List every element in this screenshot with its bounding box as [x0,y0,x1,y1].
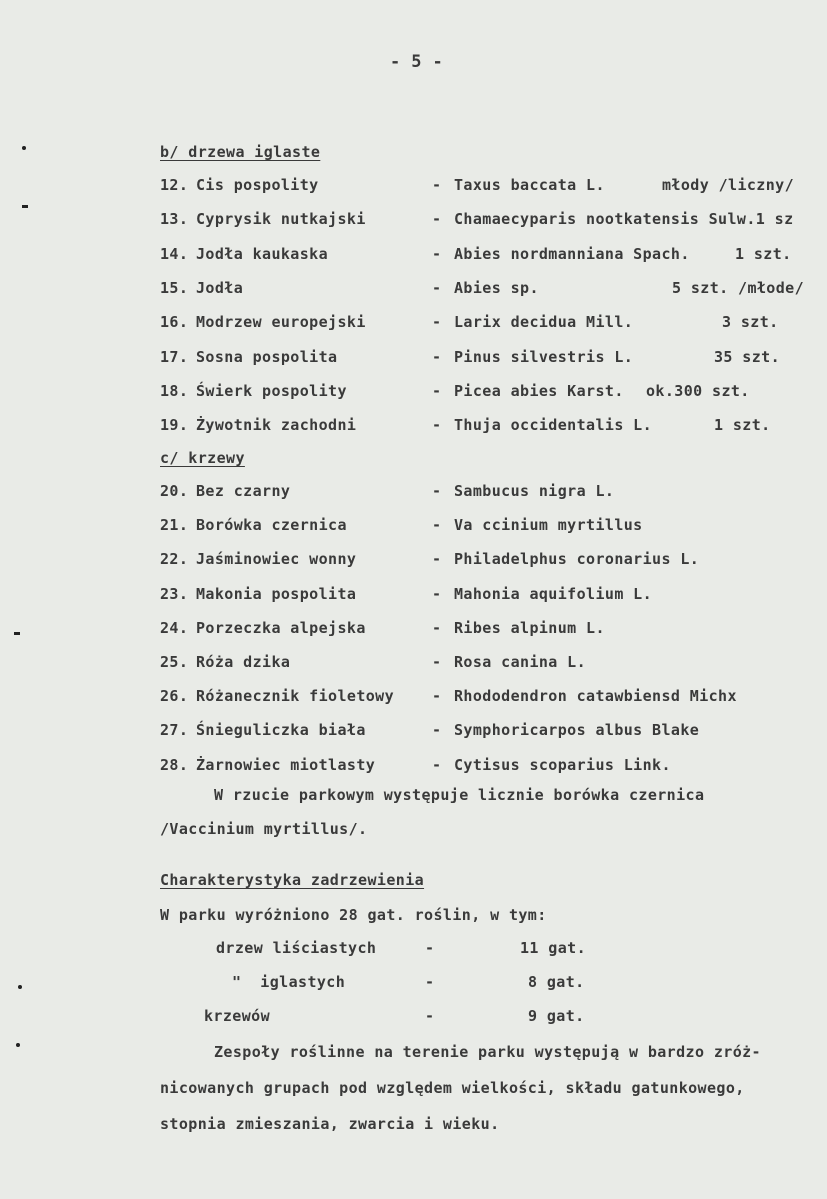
species-latin-name: Abies nordmanniana Spach. [454,244,690,263]
species-note: 35 szt. [714,347,781,366]
species-number: 28. [160,755,189,774]
species-polish-name: Róża dzika [196,653,291,671]
paragraph-1-line-1: W rzucie parkowym występuje licznie borówka czernica [214,786,705,804]
species-dash: - [432,210,442,229]
species-dash: - [432,176,442,194]
species-polish-name: Cyprysik nutkajski [196,210,366,229]
summary-row-dash: - [425,939,435,957]
summary-row-dash: - [425,1007,435,1025]
species-number: 24. [160,618,189,637]
summary-row-label: " iglastych [232,973,346,991]
species-note: 1 szt. [714,416,771,435]
species-dash: - [432,381,442,400]
species-dash: - [432,416,442,435]
species-polish-name: Jodła [196,278,244,297]
species-polish-name: Świerk pospolity [196,381,347,400]
species-dash: - [432,482,442,500]
species-polish-name: Jodła kaukaska [196,244,329,263]
species-note: 1 szt. [735,244,792,263]
paragraph-2-line-1: Zespoły roślinne na terenie parku występują w bardzo zróż- [214,1043,761,1061]
characteristics-intro: W parku wyróżniono 28 gat. roślin, w tym: [160,906,547,924]
species-number: 15. [160,278,189,297]
section-c-title: c/ krzewy [160,449,245,467]
species-number: 16. [160,313,189,332]
species-number: 23. [160,584,189,603]
section-b-title: b/ drzewa iglaste [160,143,321,161]
species-latin-name: Chamaecyparis nootkatensis Sulw.1 sz [454,210,794,229]
margin-mark [14,632,20,635]
summary-row-dash: - [425,973,435,991]
species-latin-name: Pinus silvestris L. [454,347,634,366]
species-number: 26. [160,687,189,706]
species-polish-name: Porzeczka alpejska [196,618,366,637]
species-number: 21. [160,516,189,535]
species-latin-name: Va ccinium myrtillus [454,516,643,535]
species-note: ok.300 szt. [646,381,750,400]
species-dash: - [432,687,442,706]
species-number: 19. [160,416,189,435]
species-polish-name: Śnieguliczka biała [196,721,366,740]
species-number: 25. [160,653,189,671]
species-latin-name: Symphoricarpos albus Blake [454,721,700,740]
summary-row-value: 11 gat. [520,939,587,957]
page-number: - 5 - [390,52,444,72]
species-latin-name: Picea abies Karst. [454,381,624,400]
species-number: 17. [160,347,189,366]
margin-mark [22,205,28,208]
species-dash: - [432,721,442,740]
species-polish-name: Modrzew europejski [196,313,366,332]
species-polish-name: Różanecznik fioletowy [196,687,395,706]
species-dash: - [432,244,442,263]
species-polish-name: Makonia pospolita [196,584,357,603]
species-polish-name: Bez czarny [196,482,291,500]
paragraph-2-line-2: nicowanych grupach pod względem wielkości, składu gatunkowego, [160,1079,745,1097]
margin-mark [16,1043,20,1047]
species-polish-name: Żarnowiec miotlasty [196,755,376,774]
species-note: 3 szt. [722,313,779,332]
species-latin-name: Ribes alpinum L. [454,618,605,637]
species-number: 18. [160,381,189,400]
summary-row-value: 9 gat. [528,1007,585,1025]
species-number: 14. [160,244,189,263]
paragraph-2-line-3: stopnia zmieszania, zwarcia i wieku. [160,1115,500,1133]
species-number: 12. [160,176,189,194]
species-number: 22. [160,550,189,569]
species-latin-name: Rosa canina L. [454,653,587,671]
summary-row-value: 8 gat. [528,973,585,991]
species-dash: - [432,313,442,332]
species-polish-name: Sosna pospolita [196,347,338,366]
species-dash: - [432,755,442,774]
species-latin-name: Rhododendron catawbiensd Michx [454,687,737,706]
species-latin-name: Philadelphus coronarius L. [454,550,700,569]
summary-row-label: drzew liściastych [216,939,377,957]
species-latin-name: Sambucus nigra L. [454,482,615,500]
species-polish-name: Cis pospolity [196,176,319,194]
species-number: 13. [160,210,189,229]
species-latin-name: Larix decidua Mill. [454,313,634,332]
species-latin-name: Abies sp. [454,278,539,297]
margin-mark [22,146,26,150]
species-dash: - [432,278,442,297]
margin-mark [18,985,22,989]
species-latin-name: Cytisus scoparius Link. [454,755,671,774]
species-dash: - [432,653,442,671]
characteristics-title: Charakterystyka zadrzewienia [160,871,425,889]
paragraph-1-line-2: /Vaccinium myrtillus/. [160,820,368,838]
species-number: 27. [160,721,189,740]
species-note: młody /liczny/ [662,176,795,194]
species-polish-name: Jaśminowiec wonny [196,550,357,569]
species-dash: - [432,618,442,637]
species-latin-name: Mahonia aquifolium L. [454,584,653,603]
species-polish-name: Borówka czernica [196,516,347,535]
species-dash: - [432,516,442,535]
species-note: 5 szt. /młode/ [672,278,805,297]
species-dash: - [432,584,442,603]
species-polish-name: Żywotnik zachodni [196,416,357,435]
species-latin-name: Thuja occidentalis L. [454,416,653,435]
summary-row-label: krzewów [204,1007,271,1025]
species-latin-name: Taxus baccata L. [454,176,605,194]
species-dash: - [432,550,442,569]
species-number: 20. [160,482,189,500]
species-dash: - [432,347,442,366]
